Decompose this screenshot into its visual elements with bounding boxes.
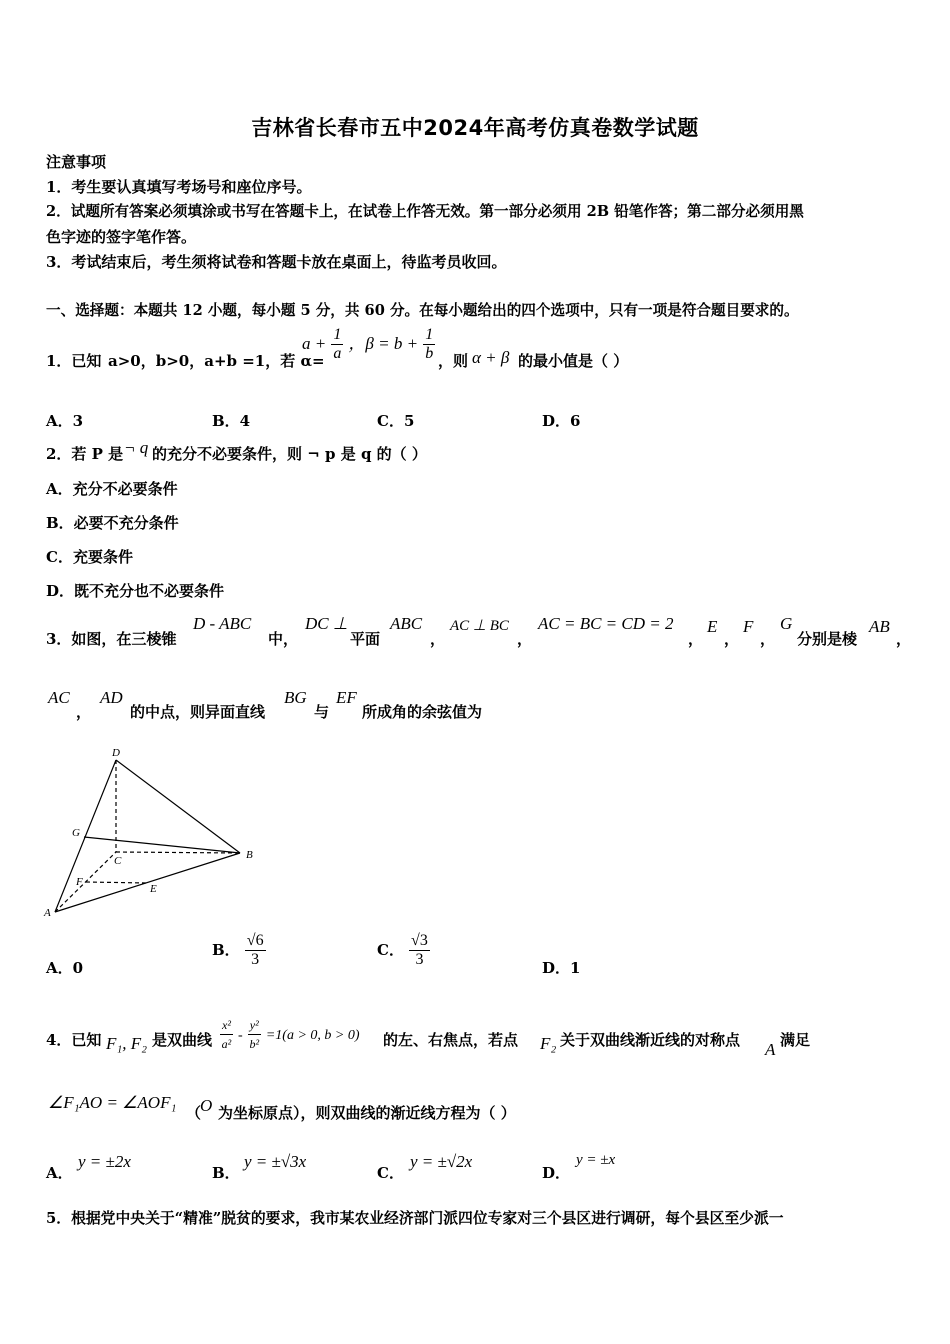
notice-item: 色字迹的签字笔作答。 (46, 228, 197, 246)
edge-DA (55, 760, 116, 912)
q2-option-d[interactable]: D．既不充分也不必要条件 (46, 582, 225, 600)
q3-option-c-fraction: $\frac{√3}{3}$ (411, 932, 428, 968)
q3-t1: 中， (268, 630, 299, 648)
q3-m6: E (707, 617, 718, 636)
label-F: F (76, 876, 83, 888)
q3-m12: BG (284, 688, 307, 707)
q4-prefix: 4．已知 (46, 1031, 102, 1049)
q4-option-c-expr: y = ±√2x (410, 1152, 473, 1171)
q3-prefix: 3．如图，在三棱锥 (46, 630, 177, 648)
edge-GB (84, 837, 240, 853)
q3-m7: F (743, 617, 754, 636)
q4-t6: 为坐标原点），则双曲线的渐近线方程为（ ） (218, 1104, 516, 1122)
q1-target: α + β (472, 348, 510, 367)
q2-stem-a: 2．若 P 是 (46, 445, 124, 463)
q3-option-c[interactable]: C． $\frac{√3}{3}$ (377, 932, 428, 968)
q3-m1: D - ABC (193, 614, 252, 633)
q1-frac-b: $\frac{1}{b}$ (425, 326, 434, 362)
q4-t5: （ (186, 1104, 202, 1122)
q2-option-c[interactable]: C．充要条件 (46, 548, 133, 566)
q3-option-d[interactable]: D．1 (542, 959, 581, 977)
q4-t2: 的左、右焦点，若点 (383, 1031, 519, 1049)
q3-t5: 与 (314, 703, 330, 721)
q4-origin: O (200, 1096, 213, 1115)
notice-item: 1．考生要认真填写考场号和座位序号。 (46, 178, 312, 196)
section-heading: 一、选择题：本题共 12 小题，每小题 5 分，共 60 分。在每小题给出的四个选项中，只有一项是符合题目要求的。 (46, 302, 799, 319)
q3-m4: AC ⊥ BC (450, 618, 509, 634)
edge-AB (55, 853, 240, 912)
q1-suffix: ，则 (438, 352, 469, 370)
label-A: A (44, 907, 51, 919)
q4-t3: 关于双曲线渐近线的对称点 (560, 1031, 741, 1049)
notice-item: 3．考试结束后，考生须将试卷和答题卡放在桌面上，待监考员收回。 (46, 253, 507, 271)
q1-option-d[interactable]: D．6 (542, 412, 581, 430)
q2-stem-b: 的充分不必要条件，则 ¬ p 是 q 的（ ） (152, 445, 427, 463)
q1-frac-a: $\frac{1}{a}$ (333, 326, 342, 362)
q3-option-a[interactable]: A．0 (46, 959, 84, 977)
q2-neg-q: ¬ q (124, 438, 149, 457)
edge-DB (116, 760, 240, 853)
q1-option-b[interactable]: B．4 (212, 412, 251, 430)
q3-m11: AD (100, 688, 123, 707)
q3-pyramid-figure (40, 740, 270, 925)
q4-option-d[interactable]: D． (542, 1164, 571, 1182)
q4-frac-y: $\frac{\text{y²}}{\text{b²}}$ (249, 1018, 260, 1051)
q4-option-b[interactable]: B． (212, 1164, 240, 1182)
q3-m13: EF (336, 688, 357, 707)
q4-hyperbola-equation: $\frac{\text{x²}}{\text{a²}}$ - $\frac{\text{y²}}{\text{b²}}$ =1(a > 0, b > 0) (221, 1018, 360, 1051)
q1-beta: ，β = b + (348, 334, 419, 353)
q3-m9: AB (869, 617, 890, 636)
q3-t2: 平面 (350, 630, 381, 648)
q3-m5: AC = BC = CD = 2 (538, 614, 674, 633)
notice-item: 2．试题所有答案必须填涂或书写在答题卡上，在试卷上作答无效。第一部分必须用 2B 铅笔作答；第二部分必须用黑 (46, 203, 804, 220)
q4-t1: 是双曲线 (152, 1031, 213, 1049)
q4-option-a[interactable]: A． (46, 1164, 73, 1182)
q2-option-a[interactable]: A．充分不必要条件 (46, 480, 178, 498)
edge-CB (116, 852, 240, 853)
q3-t4: 的中点，则异面直线 (130, 703, 266, 721)
q1-option-a[interactable]: A．3 (46, 412, 84, 430)
q4-frac-x: $\frac{\text{x²}}{\text{a²}}$ (221, 1018, 232, 1051)
q1-prefix: 1．已知 (46, 352, 102, 370)
q5-stem: 5．根据党中央关于“精准”脱贫的要求，我市某农业经济部门派四位专家对三个县区进行调研，每个县区至少派一 (46, 1210, 784, 1227)
q3-m2: DC ⊥ (305, 614, 348, 633)
q4-angle: ∠F₁AO = ∠AOF₁ (48, 1093, 177, 1112)
q2-option-b[interactable]: B．必要不充分条件 (46, 514, 179, 532)
q3-t6: 所成角的余弦值为 (362, 703, 483, 721)
q3-m10: AC (48, 688, 70, 707)
q3-m3: ABC (390, 614, 423, 633)
q3-t3: 分别是棱 (797, 630, 858, 648)
q4-eq-tail: =1(a > 0, b > 0) (265, 1028, 360, 1043)
q4-foci: F₁, F₂ (106, 1034, 148, 1053)
q4-option-a-expr: y = ±2x (78, 1152, 131, 1171)
notice-heading: 注意事项 (46, 153, 107, 171)
q3-option-b[interactable]: B． $\frac{√6}{3}$ (212, 932, 264, 968)
edge-FE (86, 882, 148, 883)
label-B: B (246, 849, 253, 861)
q1-condition: a>0，b>0，a+b =1，若 α= (108, 352, 325, 370)
page-title: 吉林省长春市五中2024年高考仿真卷数学试题 (251, 116, 699, 140)
label-C: C (114, 855, 122, 867)
q4-t4: 满足 (780, 1031, 811, 1049)
label-D: D (112, 747, 120, 759)
q4-option-c[interactable]: C． (377, 1164, 404, 1182)
label-G: G (72, 827, 80, 839)
q4-option-b-expr: y = ±√3x (244, 1152, 307, 1171)
q1-alpha-expression (302, 326, 435, 363)
q3-m8: G (780, 614, 793, 633)
q4-option-d-expr: y = ±x (576, 1152, 616, 1168)
q3-option-b-fraction: $\frac{√6}{3}$ (246, 932, 264, 968)
q1-tail: 的最小值是（ ） (518, 352, 629, 370)
q4-point-a: A (765, 1040, 776, 1059)
edge-AC (55, 852, 116, 912)
q4-f2: F₂ (540, 1034, 557, 1053)
label-E: E (150, 883, 157, 895)
q1-option-c[interactable]: C．5 (377, 412, 415, 430)
q1-alpha-a: a + (302, 334, 327, 353)
